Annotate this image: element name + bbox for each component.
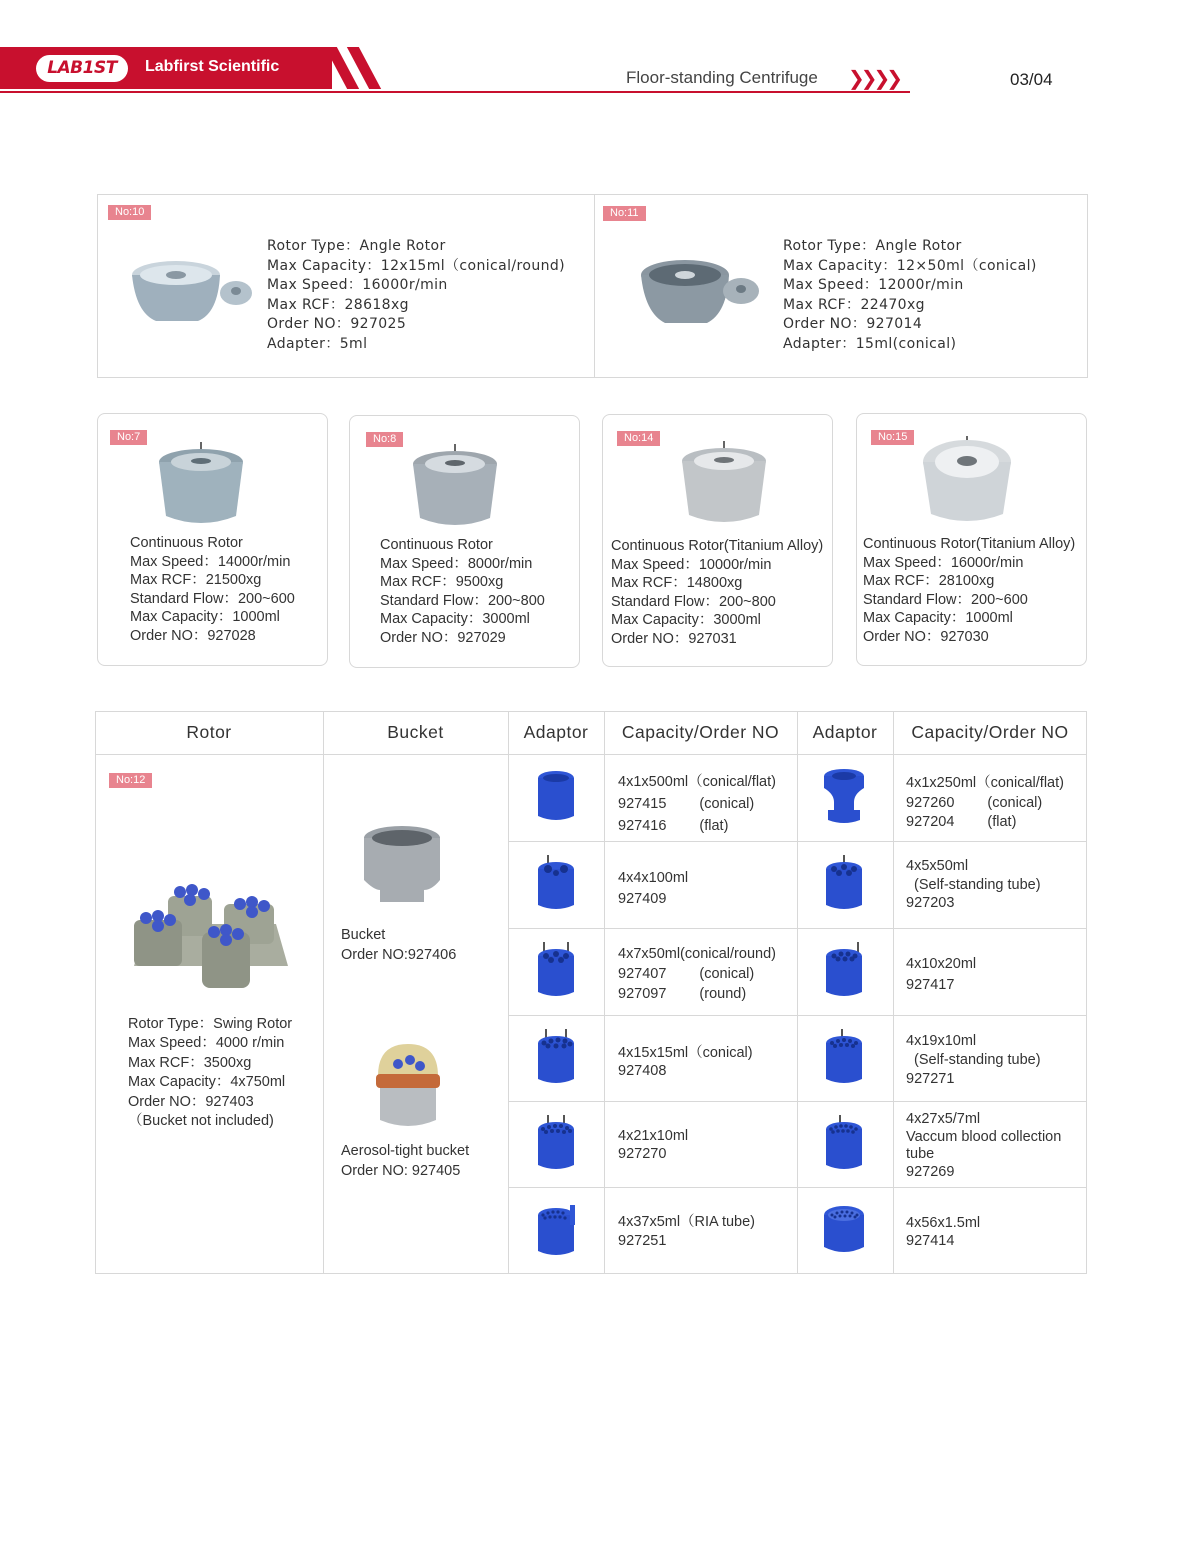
- table-header-rotor: Rotor: [186, 722, 232, 742]
- adaptor-capacity: 4x4x100ml 927409: [618, 870, 689, 907]
- rotor-spec: Rotor Type：Angle Rotor Max Capacity：12x15ml（conical/round) Max Speed：16000r/min Max RCF：28618xg Order NO：927025 Adapter：5ml: [267, 238, 566, 352]
- adaptor-icon: [534, 1115, 578, 1173]
- table-divider: [323, 711, 324, 1274]
- rotor-tag: No:7: [110, 430, 147, 445]
- table-header-adaptor: Adaptor: [812, 722, 878, 742]
- adaptor-capacity: 4x15x15ml（conical) 927408: [618, 1045, 753, 1079]
- table-divider: [508, 1187, 1087, 1188]
- table-divider: [95, 754, 1087, 755]
- rotor-spec: Rotor Type：Angle Rotor Max Capacity：12×50ml（conical) Max Speed：12000r/min Max RCF：22470xg Order NO：927014 Adapter：15ml(conical): [783, 238, 1037, 352]
- rotor-tag: No:14: [617, 431, 660, 446]
- table-divider: [893, 711, 894, 1274]
- adaptor-icon: [534, 768, 578, 826]
- adaptor-capacity: 4x56x1.5ml 927414: [906, 1215, 981, 1249]
- adaptor-icon: [822, 1115, 866, 1173]
- adaptor-icon: [822, 1201, 866, 1259]
- page-number: 03/04: [1010, 70, 1053, 89]
- table-header-capacity: Capacity/Order NO: [911, 722, 1069, 742]
- adaptor-icon: [822, 942, 866, 1000]
- adaptor-icon: [822, 855, 866, 913]
- adaptor-icon: [534, 855, 578, 913]
- swing-rotor-image: [128, 880, 294, 1004]
- rotor-spec: Continuous Rotor Max Speed：14000r/min Max RCF：21500xg Standard Flow：200~600 Max Capacity：1000ml Order NO：927028: [130, 535, 295, 644]
- bucket-spec: Bucket Order NO:927406: [341, 927, 457, 963]
- rotor-panel-no11: [594, 194, 1088, 378]
- rotor-tag: No:15: [871, 430, 914, 445]
- rotor-card-no8: [349, 415, 580, 668]
- table-header-capacity: Capacity/Order NO: [621, 722, 780, 742]
- adaptor-capacity: 4x21x10ml 927270: [618, 1128, 689, 1162]
- adaptor-icon: [534, 942, 578, 1000]
- table-divider: [508, 928, 1087, 929]
- rotor-tag: No:11: [603, 206, 646, 221]
- adaptor-capacity: 4x27x5/7ml Vaccum blood collection tube 927269: [906, 1111, 1062, 1180]
- adaptor-icon: [534, 1029, 578, 1087]
- rotor-card-no14: [602, 414, 833, 667]
- bucket-image: [360, 824, 444, 910]
- table-divider: [508, 1015, 1087, 1016]
- adaptor-capacity: 4x7x50ml(conical/round) 927407 (conical) 927097 (round): [618, 946, 776, 1002]
- continuous-rotor-image: [408, 442, 502, 534]
- rotor-tag: No:8: [366, 432, 403, 447]
- adaptor-capacity: 4x10x20ml 927417: [906, 956, 977, 993]
- rotor-spec: Continuous Rotor Max Speed：8000r/min Max RCF：9500xg Standard Flow：200~800 Max Capacity：3000ml Order NO：927029: [380, 537, 545, 646]
- adaptor-capacity: 4x1x250ml（conical/flat) 927260 (conical) 927204 (flat): [906, 775, 1064, 830]
- rotor-tag: No:12: [109, 773, 152, 788]
- rotor-card-no7: [97, 413, 328, 666]
- rotor-panel-no10: [97, 194, 595, 378]
- rotor-spec: Continuous Rotor(Titanium Alloy) Max Speed：16000r/min Max RCF：28100xg Standard Flow：200~600 Max Capacity：1000ml Order NO：927030: [863, 536, 1076, 645]
- table-divider: [508, 841, 1087, 842]
- table-divider: [604, 711, 605, 1274]
- adaptor-capacity: 4x19x10ml (Self-standing tube) 927271: [906, 1033, 1041, 1087]
- rotor-tag: No:10: [108, 205, 151, 220]
- table-header-bucket: Bucket: [387, 722, 444, 742]
- adaptor-icon: [822, 1029, 866, 1087]
- bucket-spec: Aerosol-tight bucket Order NO: 927405: [341, 1143, 470, 1179]
- rotor-card-no15: [856, 413, 1087, 666]
- angle-rotor-image: [637, 251, 761, 335]
- adaptor-capacity: 4x5x50ml (Self-standing tube) 927203: [906, 858, 1041, 911]
- continuous-rotor-image: [919, 434, 1015, 530]
- header-rule: [0, 91, 910, 93]
- table-header-adaptor: Adaptor: [523, 722, 589, 742]
- table-divider: [508, 1101, 1087, 1102]
- rotor-spec: Continuous Rotor(Titanium Alloy) Max Speed：10000r/min Max RCF：14800xg Standard Flow：200~800 Max Capacity：3000ml Order NO：927031: [611, 538, 824, 647]
- adaptor-icon: [534, 1201, 578, 1259]
- brand-name: Labfirst Scientific: [145, 58, 280, 75]
- continuous-rotor-image: [154, 440, 248, 532]
- adaptor-capacity: 4x1x500ml（conical/flat) 927415 (conical) 927416 (flat): [618, 774, 776, 834]
- adaptor-capacity: 4x37x5ml（RIA tube) 927251: [618, 1214, 756, 1249]
- aerosol-bucket-image: [370, 1040, 446, 1134]
- continuous-rotor-image: [677, 439, 771, 531]
- angle-rotor-image: [126, 253, 256, 335]
- page-title: Floor-standing Centrifuge: [626, 68, 818, 87]
- brand-logo: LAB1ST: [36, 55, 128, 82]
- adaptor-icon: [822, 768, 866, 826]
- chevron-right-icon: ❯❯❯❯: [848, 66, 900, 90]
- table-divider: [797, 711, 798, 1274]
- rotor-spec: Rotor Type：Swing Rotor Max Speed：4000 r/min Max RCF：3500xg Max Capacity：4x750ml Order NO：927403 （Bucket not included): [128, 1016, 293, 1130]
- table-divider: [508, 711, 509, 1274]
